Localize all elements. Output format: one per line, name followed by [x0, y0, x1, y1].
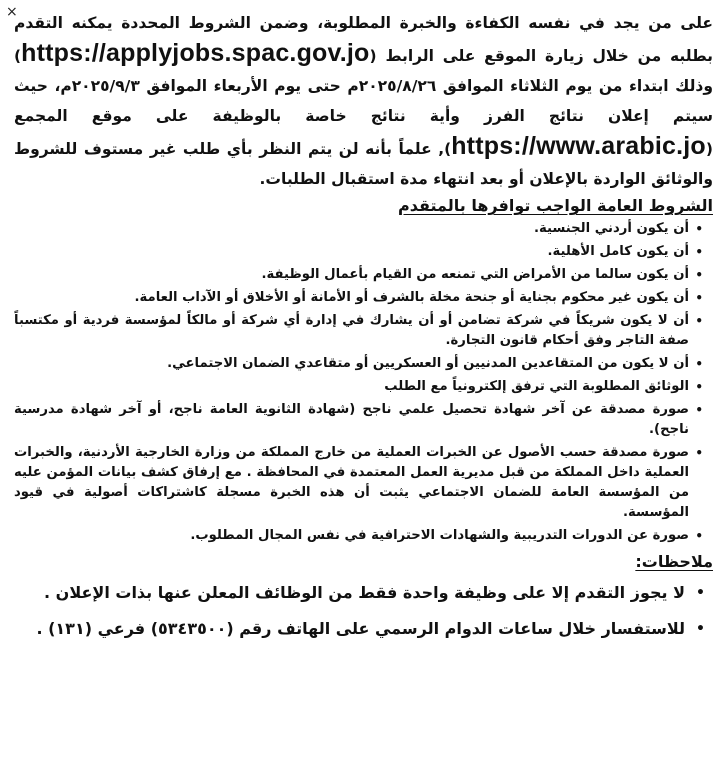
- intro-text-2: ) وذلك ابتداء من يوم الثلاثاء الموافق ٢٠٢٥/٨/٢٦م حتى يوم الأربعاء الموافق ٢٠٢٥/٩/٣م، حيث سيتم إعلان نتائج الفرز وأية نتائج خاصة بالوظيفة على موقع المجمع (: [14, 47, 713, 158]
- bullet-icon: •: [695, 291, 703, 305]
- bullet-icon: •: [695, 314, 703, 328]
- list-item: • أن يكون غير محكوم بجناية أو جنحة مخلة بالشرف أو الأمانة أو الأخلاق أو الآداب العامة.: [14, 288, 703, 308]
- intro-text-1: على من يجد في نفسه الكفاءة والخبرة المطلوبة، وضمن الشروط المحددة يمكنه التقدم بطلبه من خلال زيارة الموقع على الرابط (: [14, 14, 713, 65]
- list-item: • صورة مصدقة حسب الأصول عن الخبرات العملية من خارج المملكة من وزارة الخارجية الأردنية، والخبرات العملية داخل المملكة من قبل مديرية العمل المعتمدة في المحافظة . مع إرفاق كشف بيانات المؤمن عليه من المؤسسة العامة للضمان الاجتماعي يثبت أن هذه الخبرة مسجلة كاشتراكات أصولية في قيود المؤسسة.: [14, 445, 703, 520]
- bullet-icon: •: [695, 529, 703, 543]
- list-item: • صورة مصدقة عن آخر شهادة تحصيل علمي ناجح (شهادة الثانوية العامة ناجح، أو آخر شهادة مدرسية ناجح).: [14, 402, 703, 437]
- apply-jobs-link[interactable]: https://applyjobs.spac.gov.jo: [21, 39, 370, 67]
- list-item: • أن لا يكون من المتقاعدين المدنيين أو العسكريين أو متقاعدي الضمان الاجتماعي.: [14, 354, 703, 374]
- conditions-heading: الشروط العامة الواجب توافرها بالمتقدم: [397, 196, 713, 215]
- list-item: • الوثائق المطلوبة التي ترفق إلكترونياً مع الطلب: [14, 377, 703, 397]
- bullet-icon: •: [695, 446, 703, 460]
- list-item: • صورة عن الدورات التدريبية والشهادات الاحترافية في نفس المجال المطلوب.: [14, 526, 703, 546]
- list-item: • أن يكون كامل الأهلية.: [14, 242, 703, 262]
- bullet-icon: •: [695, 357, 703, 371]
- bullet-icon: •: [695, 380, 703, 394]
- bullet-icon: •: [695, 403, 703, 417]
- list-item: • أن يكون أردني الجنسية.: [14, 219, 703, 239]
- bullet-icon: •: [696, 621, 705, 637]
- list-item: • أن لا يكون شريكاً في شركة تضامن أو أن يشارك في إدارة أي شركة أو مالكاً لمؤسسة فردية أو مكتسباً صفة التاجر وفق أحكام قانون التجارة.: [14, 313, 703, 348]
- intro-paragraph: [14, 8, 713, 194]
- intro-text-3: ), علماً بأنه لن يتم النظر بأي طلب غير مستوف للشروط والوثائق الواردة بالإعلان أو بعد انتهاء مدة استقبال الطلبات.: [14, 140, 713, 188]
- notes-list: [14, 579, 713, 643]
- bullet-icon: •: [696, 585, 705, 601]
- conditions-list: [14, 219, 713, 546]
- notes-heading: ملاحظات:: [635, 552, 713, 571]
- bullet-icon: •: [695, 245, 703, 259]
- note-item: • للاستفسار خلال ساعات الدوام الرسمي على الهاتف رقم (٥٣٤٣٥٠٠) فرعي (١٣١) .: [14, 615, 705, 643]
- close-icon[interactable]: ×: [6, 4, 18, 20]
- note-item: • لا يجوز التقدم إلا على وظيفة واحدة فقط من الوظائف المعلن عنها بذات الإعلان .: [14, 579, 705, 607]
- list-item: • أن يكون سالما من الأمراض التي تمنعه من القيام بأعمال الوظيفة.: [14, 265, 703, 285]
- bullet-icon: •: [695, 222, 703, 236]
- arabic-site-link[interactable]: https://www.arabic.jo: [451, 132, 706, 160]
- bullet-icon: •: [695, 268, 703, 282]
